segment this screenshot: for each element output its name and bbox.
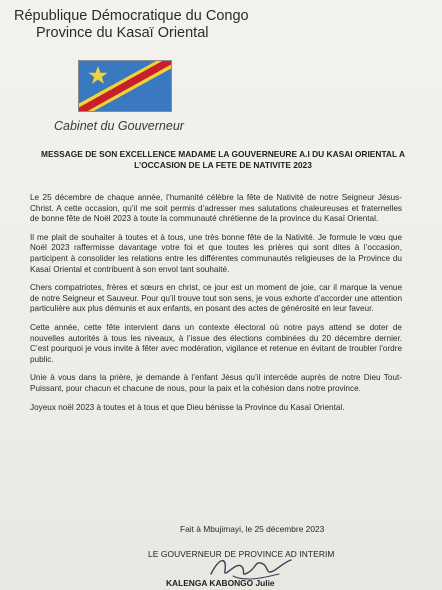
- paragraph: Unie à vous dans la prière, je demande à l’enfant Jésus qu’il intercède auprès de notre Dieu Tout-Puissant, pour chacun et chacune de nous, pour la paix et la cohésion dans notre province.: [30, 373, 402, 393]
- message-title: [24, 149, 422, 171]
- paragraph: Joyeux noël 2023 à toutes et à tous et que Dieu bénisse la Province du Kasaï Oriental.: [30, 402, 345, 412]
- signatory-title: LE GOUVERNEUR DE PROVINCE AD INTERIM: [148, 549, 335, 559]
- drc-flag-icon: [78, 60, 172, 112]
- letterhead: [14, 8, 249, 42]
- paragraph: Il me plait de souhaiter à toutes et à tous, une très bonne fête de la Nativité. Je formule le vœu que Noël 2023 raffermisse davantage votre foi et que toutes les prières qui sont dites à l’occasion, participent à consolider les relations entre les différentes communautés religieuses de la Province du Kasaï Oriental et contribuent à son envol tant souhaité.: [30, 232, 402, 274]
- paragraph: Chers compatriotes, frères et sœurs en christ, ce jour est un moment de joie, car il marque la venue de notre Seigneur et Sauveur. Pour qu’il trouve tout son sens, je vous exhorte d’accorder une attention particulière aux plus démunis et aux enfants, en posant des actes de générosité en leur faveur.: [30, 283, 402, 314]
- message-body: [30, 193, 402, 421]
- title-line-1: MESSAGE DE SON EXCELLENCE MADAME LA GOUVERNEURE A.I DU KASAI ORIENTAL A: [40, 149, 406, 159]
- country-name: République Démocratique du Congo: [14, 8, 249, 24]
- paragraph: Le 25 décembre de chaque année, l’humanité célèbre la fête de Nativité de notre Seigneur Jésus-Christ. A cette occasion, qu’il me soit permis d’adresser mes salutations chaleureuses et fraternelles de bonne fête de Noël 2023 à toute la communauté chrétienne de la province du Kasaï Oriental.: [30, 193, 402, 224]
- place-and-date: Fait à Mbujimayi, le 25 décembre 2023: [180, 524, 325, 534]
- cabinet-label: Cabinet du Gouverneur: [54, 119, 184, 133]
- province-name: Province du Kasaï Oriental: [36, 25, 209, 41]
- paragraph: Cette année, cette fête intervient dans un contexte électoral où notre pays attend se doter de nouvelles autorités à tous les niveaux, à l’issue des élections combinées du 20 décembre dernier. C’est pourquoi je vous invite à fêter avec modération, vigilance et retenue en évitant de troubler l’ordre public.: [30, 322, 402, 364]
- title-line-2: L’OCCASION DE LA FETE DE NATIVITE 2023: [134, 160, 312, 170]
- signatory-name: KALENGA KABONGO Julie: [166, 578, 275, 588]
